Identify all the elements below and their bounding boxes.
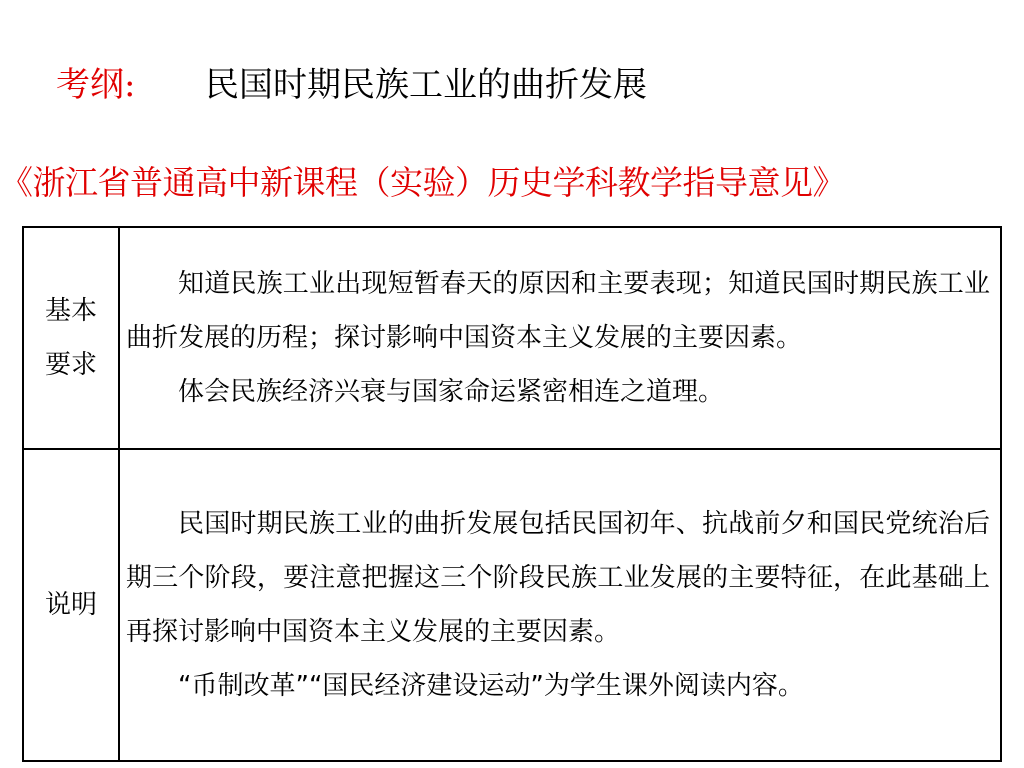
row-label-basic-requirements xyxy=(23,227,119,449)
paragraph: 体会民族经济兴衰与国家命运紧密相连之道理。 xyxy=(178,377,725,407)
table-row-notes xyxy=(23,449,1001,761)
paragraph: “币制改革”“国民经济建设运动”为学生课外阅读内容。 xyxy=(178,671,804,701)
table-row-basic-requirements xyxy=(23,227,1001,449)
row-label-notes xyxy=(23,449,119,761)
syllabus-heading xyxy=(0,58,1024,112)
row-label-text: 说明 xyxy=(44,590,97,620)
row-label-text: 基本要求 xyxy=(44,296,97,380)
requirements-table xyxy=(22,226,1002,762)
source-document-title: 《浙江省普通高中新课程（实验）历史学科教学指导意见》 xyxy=(0,163,845,202)
paragraph: 民国时期民族工业的曲折发展包括民国初年、抗战前夕和国民党统治后期三个阶段，要注意把握这三个阶段民族工业发展的主要特征，在此基础上再探讨影响中国资本主义发展的主要因素。 xyxy=(126,509,990,647)
syllabus-label: 考纲: xyxy=(56,65,136,105)
row-body-basic-requirements xyxy=(119,227,1001,449)
paragraph: 知道民族工业出现短暂春天的原因和主要表现；知道民国时期民族工业曲折发展的历程；探讨影响中国资本主义发展的主要因素。 xyxy=(126,269,990,353)
row-body-notes xyxy=(119,449,1001,761)
syllabus-topic: 民国时期民族工业的曲折发展 xyxy=(205,65,647,105)
